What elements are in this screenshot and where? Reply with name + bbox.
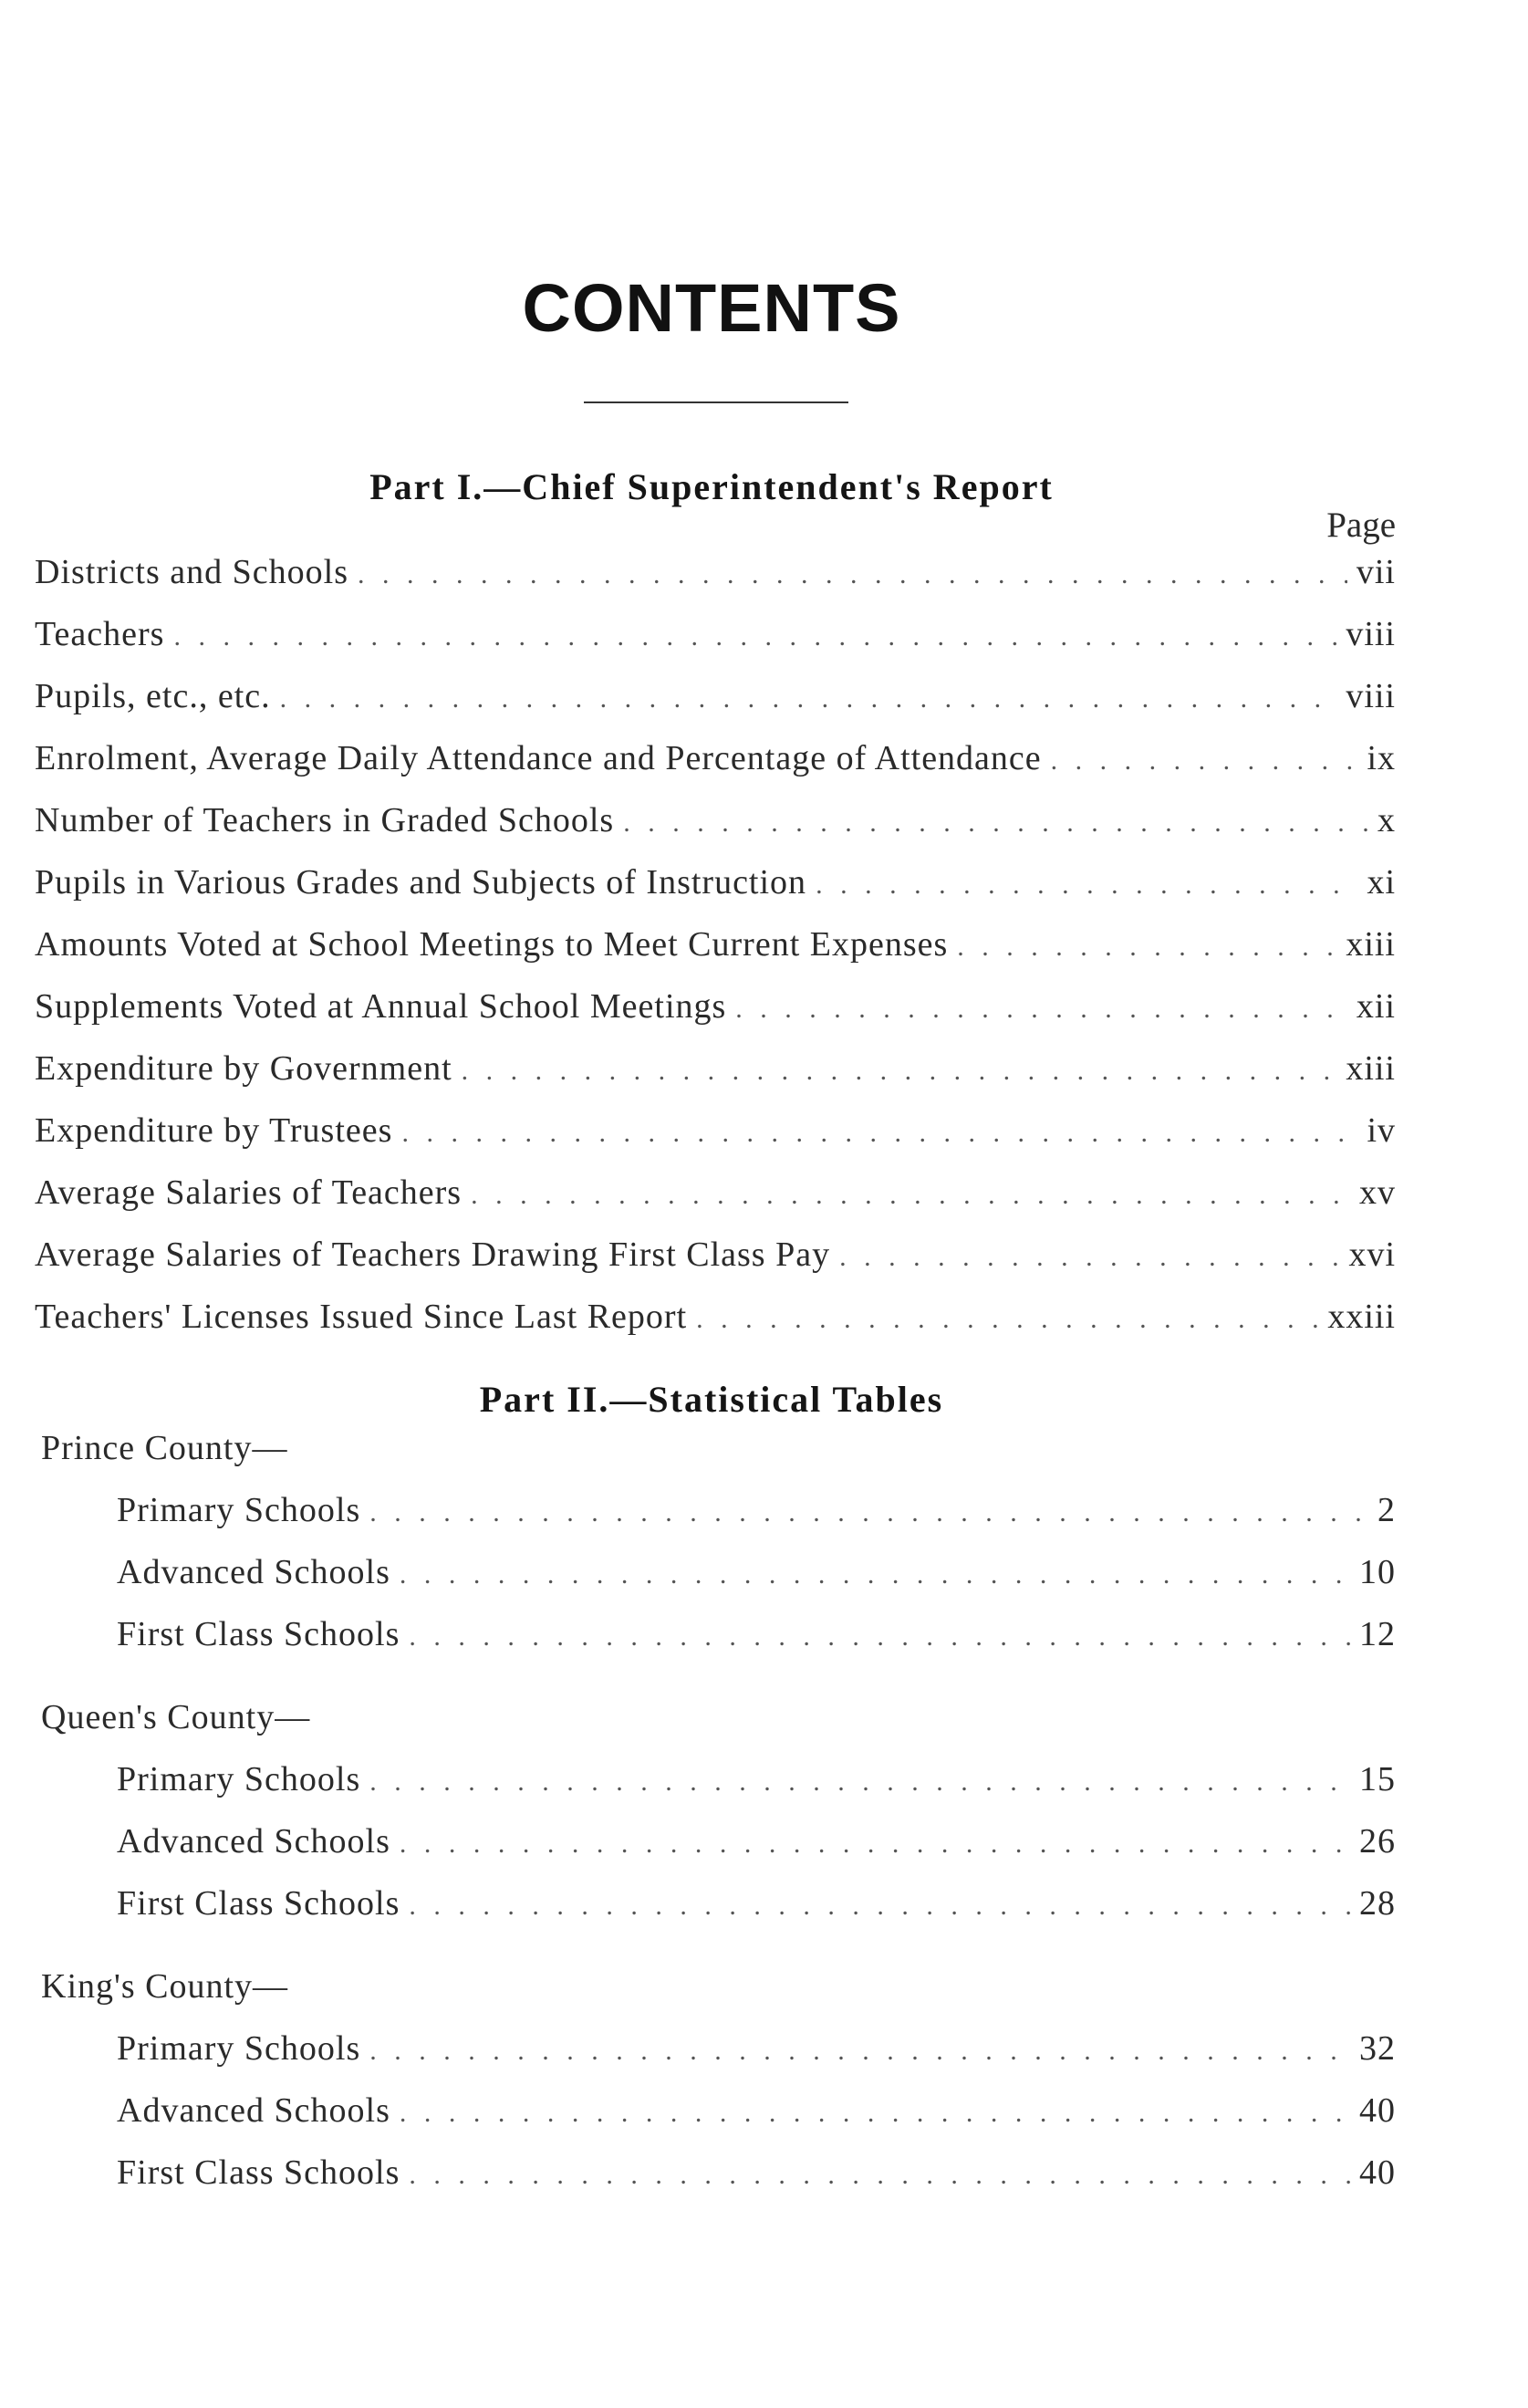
toc-entry-label: Average Salaries of Teachers Drawing First Class Pay xyxy=(35,1235,831,1274)
county-heading: King's County— xyxy=(41,1967,289,2006)
toc-entry xyxy=(117,2028,1396,2074)
dot-leader xyxy=(816,870,1357,901)
toc-entry-label: Teachers xyxy=(35,615,165,653)
toc-entry-label: Primary Schools xyxy=(117,1760,361,1798)
toc-entry-page: iv xyxy=(1367,1111,1396,1150)
dot-leader xyxy=(409,2160,1350,2191)
toc-entry-label: Districts and Schools xyxy=(35,553,348,591)
toc-entry-page: 32 xyxy=(1359,2029,1396,2068)
dot-leader xyxy=(400,1829,1350,1860)
dot-leader xyxy=(173,621,1336,652)
toc-entry xyxy=(35,1173,1396,1218)
toc-entry xyxy=(35,552,1396,598)
dot-leader xyxy=(409,1891,1350,1922)
toc-entry xyxy=(117,2153,1396,2198)
toc-entry-label: Teachers' Licenses Issued Since Last Report xyxy=(35,1298,688,1336)
toc-entry-page: viii xyxy=(1346,615,1396,653)
toc-entry-page: 10 xyxy=(1359,1553,1396,1591)
toc-entry xyxy=(117,2090,1396,2136)
dot-leader xyxy=(400,2098,1350,2129)
toc-entry-page: x xyxy=(1377,801,1396,839)
toc-entry-label: Number of Teachers in Graded Schools xyxy=(35,801,615,839)
toc-entry-label: First Class Schools xyxy=(117,1615,400,1653)
toc-entry-page: xi xyxy=(1367,863,1396,902)
toc-entry-label: Average Salaries of Teachers xyxy=(35,1173,463,1212)
dot-leader xyxy=(280,683,1337,714)
toc-entry-page: xii xyxy=(1356,987,1396,1026)
toc-entry-page: xvi xyxy=(1348,1235,1396,1274)
toc-entry xyxy=(35,1297,1396,1342)
toc-entry-label: Pupils in Various Grades and Subjects of Instruction xyxy=(35,863,807,902)
toc-entry xyxy=(35,1235,1396,1280)
toc-entry-label: Advanced Schools xyxy=(117,1822,390,1861)
toc-entry-page: vii xyxy=(1356,553,1396,591)
toc-entry-page: ix xyxy=(1367,739,1396,777)
toc-entry-page: 12 xyxy=(1359,1615,1396,1653)
toc-entry-page: 2 xyxy=(1377,1491,1396,1529)
toc-entry-page: 40 xyxy=(1359,2091,1396,2130)
toc-entry-label: Expenditure by Government xyxy=(35,1049,452,1088)
toc-entry-label: First Class Schools xyxy=(117,2153,400,2192)
toc-entry-page: xxiii xyxy=(1327,1298,1396,1336)
toc-entry xyxy=(35,676,1396,722)
page-title: CONTENTS xyxy=(522,270,901,346)
dot-leader xyxy=(369,2036,1350,2067)
toc-entry xyxy=(35,862,1396,908)
toc-entry-label: Primary Schools xyxy=(117,1491,361,1529)
dot-leader xyxy=(462,1056,1337,1087)
toc-entry xyxy=(35,800,1396,846)
toc-entry-label: Primary Schools xyxy=(117,2029,361,2068)
dot-leader xyxy=(409,1621,1350,1652)
dot-leader xyxy=(369,1497,1368,1528)
toc-entry-label: Enrolment, Average Daily Attendance and Percentage of Attendance xyxy=(35,739,1042,777)
dot-leader xyxy=(735,994,1347,1025)
toc-entry-label: Amounts Voted at School Meetings to Meet Current Expenses xyxy=(35,925,949,964)
dot-leader xyxy=(696,1304,1318,1335)
toc-entry xyxy=(117,1552,1396,1598)
toc-entry xyxy=(117,1490,1396,1536)
county-heading: Prince County— xyxy=(41,1429,288,1467)
toc-entry-page: 28 xyxy=(1359,1884,1396,1923)
part2-heading: Part II.—Statistical Tables xyxy=(479,1379,944,1420)
toc-entry-label: Advanced Schools xyxy=(117,1553,390,1591)
toc-entry-label: First Class Schools xyxy=(117,1884,400,1923)
part1-heading: Part I.—Chief Superintendent's Report xyxy=(369,466,1054,507)
toc-entry-page: 26 xyxy=(1359,1822,1396,1861)
county-heading: Queen's County— xyxy=(41,1698,311,1736)
toc-entry xyxy=(117,1821,1396,1867)
toc-entry xyxy=(117,1614,1396,1660)
toc-entry-label: Pupils, etc., etc. xyxy=(35,677,271,715)
toc-entry-page: xv xyxy=(1359,1173,1396,1212)
dot-leader xyxy=(1051,745,1358,777)
dot-leader xyxy=(471,1180,1350,1211)
toc-entry-label: Supplements Voted at Annual School Meetings xyxy=(35,987,727,1026)
toc-entry xyxy=(35,1048,1396,1094)
page-column-label: Page xyxy=(1326,506,1396,545)
toc-entry-page: xiii xyxy=(1346,925,1396,964)
toc-entry xyxy=(35,738,1396,784)
title-divider xyxy=(584,401,848,403)
toc-entry xyxy=(117,1759,1396,1805)
dot-leader xyxy=(400,1559,1350,1590)
toc-entry-label: Advanced Schools xyxy=(117,2091,390,2130)
toc-entry-label: Expenditure by Trustees xyxy=(35,1111,393,1150)
toc-entry-page: viii xyxy=(1346,677,1396,715)
dot-leader xyxy=(358,559,1347,590)
toc-entry-page: 40 xyxy=(1359,2153,1396,2192)
toc-entry-page: 15 xyxy=(1359,1760,1396,1798)
toc-entry xyxy=(35,1110,1396,1156)
dot-leader xyxy=(623,808,1368,839)
toc-entry xyxy=(35,986,1396,1032)
dot-leader xyxy=(957,932,1336,963)
toc-entry xyxy=(35,924,1396,970)
toc-entry-page: xiii xyxy=(1346,1049,1396,1088)
dot-leader xyxy=(369,1767,1350,1798)
dot-leader xyxy=(839,1242,1339,1273)
toc-entry xyxy=(117,1883,1396,1929)
toc-entry xyxy=(35,614,1396,660)
dot-leader xyxy=(401,1118,1357,1149)
